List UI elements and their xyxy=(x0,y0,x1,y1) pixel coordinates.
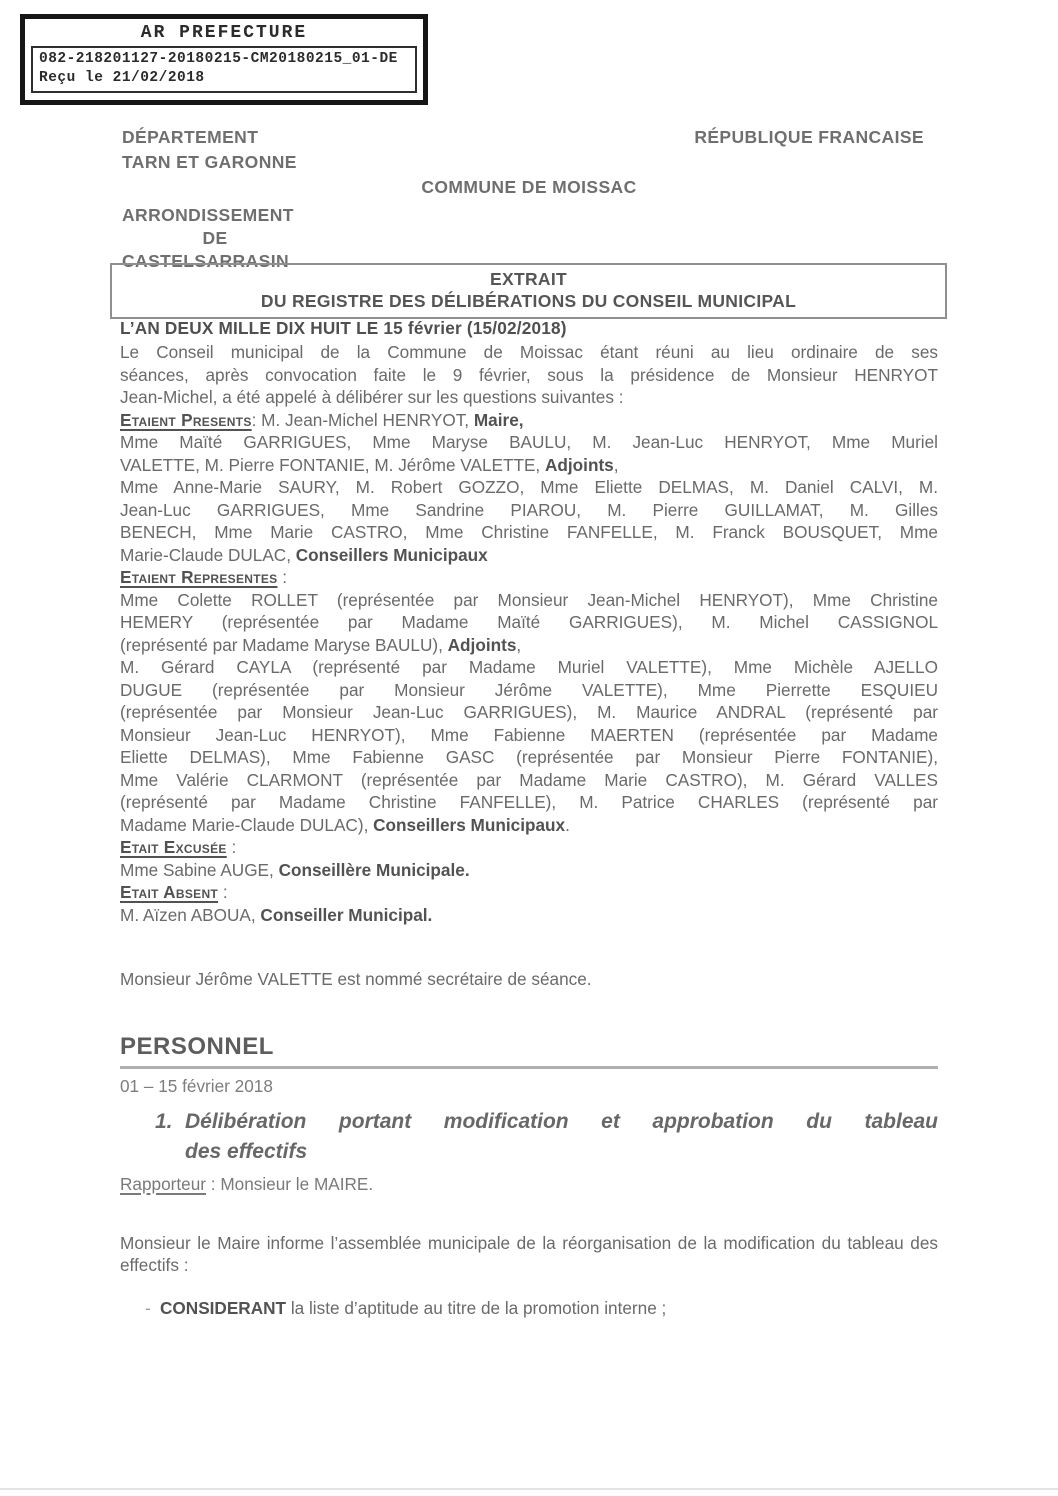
attendance-paragraph: Etait Excusée : xyxy=(120,837,237,857)
republic-title: RÉPUBLIQUE FRANCAISE xyxy=(694,127,924,147)
bullet-dash: - xyxy=(145,1297,151,1318)
arrondissement-label: ARRONDISSEMENT xyxy=(122,205,294,225)
arrondissement-de: DE xyxy=(202,228,228,248)
department-label: DÉPARTEMENT xyxy=(122,127,259,147)
attendance-paragraph: Etait Absent : xyxy=(120,882,228,902)
scan-edge-artifact xyxy=(0,1488,1058,1490)
attendance-paragraph: Mme Sabine AUGE, Conseillère Municipale. xyxy=(120,859,470,880)
considerant-keyword: CONSIDERANT xyxy=(160,1297,287,1318)
attendance-paragraph: Mme Anne-Marie SAURY, M. Robert GOZZO, Mme Eliette DELMAS, M. Daniel CALVI, M. Jean-Luc GARRIGUES, Mme Sandrine PIAROU, M. Pierre GUILLAMAT, M. Gilles BENECH, Mme Marie CASTRO, Mme Christine FANFELLE, M. Franck BOUSQUET, Mme Marie-Claude DULAC, Conseillers Municipaux xyxy=(120,477,938,565)
maire-info-paragraph: Monsieur le Maire informe l’assemblée municipale de la réorganisation de la modification du tableau des effectifs : xyxy=(120,1232,938,1275)
item-title-line2: des effectifs xyxy=(185,1140,308,1163)
rapporteur-line xyxy=(120,1173,938,1196)
arrondissement-name: CASTELSARRASIN xyxy=(122,251,289,271)
extrait-title-box xyxy=(110,263,947,319)
personnel-date-range: 01 – 15 février 2018 xyxy=(120,1075,273,1096)
attendance-paragraph: Etaient Representes : xyxy=(120,567,288,587)
item-number: 1. xyxy=(155,1110,173,1133)
considerant-text xyxy=(160,1297,666,1320)
session-date-line: L’AN DEUX MILLE DIX HUIT LE 15 février (15/02/2018) xyxy=(120,318,567,338)
personnel-section-title: PERSONNEL xyxy=(120,1034,938,1069)
attendance-paragraph: M. Gérard CAYLA (représenté par Madame Muriel VALETTE), Mme Michèle AJELLO DUGUE (représentée par Monsieur Jérôme VALETTE), Mme Pierrette ESQUIEU (représentée par Monsieur Jean-Luc GARRIGUES), M. Maurice ANDRAL (représenté par Monsieur Jean-Luc HENRYOT), Mme Fabienne MAERTEN (représentée par Madame Eliette DELMAS), Mme Fabienne GASC (représentée par Monsieur Pierre FONTANIE), Mme Valérie CLARMONT (représentée par Madame Marie CASTRO), M. Gérard VALLES (représenté par Madame Christine FANFELLE), M. Patrice CHARLES (représenté par Madame Marie-Claude DULAC), Conseillers Municipaux. xyxy=(120,657,938,835)
deliberation-item-title xyxy=(155,1107,938,1167)
considerant-bullet xyxy=(120,1297,938,1320)
stamp-title: AR PREFECTURE xyxy=(140,23,308,43)
prefecture-stamp xyxy=(20,14,428,105)
attendance-section xyxy=(120,341,938,926)
stamp-received-date: Reçu le 21/02/2018 xyxy=(39,70,205,86)
considerant-rest: la liste d’aptitude au titre de la promotion interne ; xyxy=(286,1297,667,1318)
stamp-reference: 082-218201127-20180215-CM20180215_01-DE xyxy=(39,51,398,67)
attendance-paragraph: M. Aïzen ABOUA, Conseiller Municipal. xyxy=(120,904,433,925)
commune-title: COMMUNE DE MOISSAC xyxy=(421,177,637,197)
attendance-paragraph: Etaient Presents: M. Jean-Michel HENRYOT, Maire, xyxy=(120,409,524,430)
document-header xyxy=(120,120,938,271)
department-name: TARN ET GARONNE xyxy=(122,152,297,172)
attendance-paragraph: Mme Colette ROLLET (représentée par Monsieur Jean-Michel HENRYOT), Mme Christine HEMERY (représentée par Madame Maïté GARRIGUES), M. Michel CASSIGNOL (représenté par Madame Maryse BAULU), Adjoints, xyxy=(120,589,938,655)
extrait-line1: EXTRAIT xyxy=(490,269,567,289)
stamp-inner-box xyxy=(31,46,417,93)
document-body xyxy=(120,313,938,1319)
item-title-text xyxy=(185,1107,938,1167)
rapporteur-label: Rapporteur xyxy=(120,1174,206,1194)
secretary-line: Monsieur Jérôme VALETTE est nommé secrétaire de séance. xyxy=(120,969,592,989)
attendance-paragraph: Le Conseil municipal de la Commune de Moissac étant réuni au lieu ordinaire de ses séances, après convocation faite le 9 février, sous la présidence de Monsieur HENRYOT Jean-Michel, a été appelé à délibérer sur les questions suivantes : xyxy=(120,342,938,407)
rapporteur-value: : Monsieur le MAIRE. xyxy=(206,1174,374,1194)
item-title-line1: Délibération portant modification et approbation du tableau xyxy=(185,1110,938,1133)
attendance-paragraph: Mme Maïté GARRIGUES, Mme Maryse BAULU, M. Jean-Luc HENRYOT, Mme Muriel VALETTE, M. Pierre FONTANIE, M. Jérôme VALETTE, Adjoints, xyxy=(120,432,938,475)
extrait-line2: DU REGISTRE DES DÉLIBÉRATIONS DU CONSEIL MUNICIPAL xyxy=(260,291,797,311)
